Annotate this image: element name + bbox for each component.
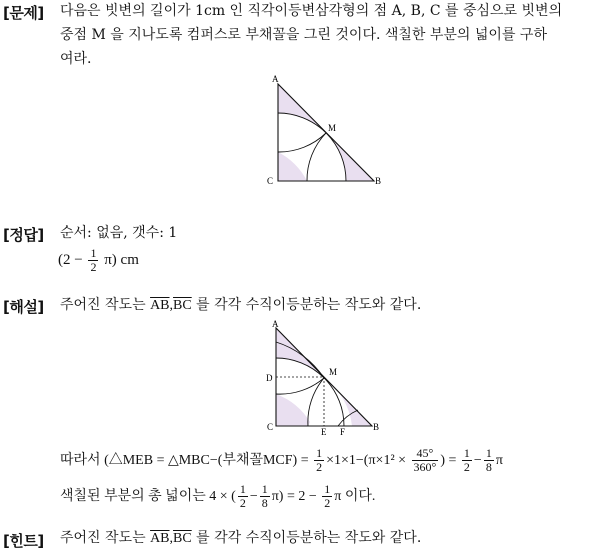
label-a-2: A [272, 319, 279, 329]
hint-line-1: 주어진 작도는 $\overline{AB},\overline{BC}$ 를 각각 수직이등분하는 작도와 같다. [60, 530, 422, 546]
label-a: A [272, 74, 279, 84]
arc-from-b-2 [308, 378, 324, 426]
label-d: D [266, 373, 273, 383]
figure-problem [262, 70, 392, 190]
hint-segment-ab: $\overline{AB}$ [150, 531, 170, 546]
arc-from-a-2 [276, 378, 324, 394]
arc-from-b [307, 133, 326, 181]
label-f: F [340, 427, 346, 437]
label-c: C [267, 176, 274, 186]
answer-expression [58, 245, 139, 275]
label-b: B [375, 176, 382, 186]
explanation-total: 색칠된 부분의 총 넓이는 4 × ( $\frac{1}{2}$ − $\frac{1}{8}$ π) = 2 − $\frac{1}{2}$ π 이다. [60, 482, 376, 511]
segment-ab: $\overline{AB}$ [150, 298, 170, 313]
hint-segment-bc: $\overline{BC}$ [173, 531, 192, 546]
problem-line-3: 여라. [60, 51, 92, 67]
answer-expr-open: (2 − [58, 252, 83, 268]
label-b-2: B [373, 422, 380, 432]
explanation-equation: 따라서 (△MEB = △MBC−(부채꼴MCF) = $\frac{1}{2}$ ×1×1−(π×1² × $\frac{45^\circ}{360^\circ}$ ) = $\frac{1}{2}$ − $\frac{1}{8}$ π [60, 446, 503, 475]
explanation-tag: [해설] [3, 298, 44, 316]
explanation-line-1: 주어진 작도는 $\overline{AB},\overline{BC}$ 를 각각 수직이등분하는 작도와 같다. [60, 297, 422, 313]
arc-from-a [278, 133, 326, 152]
label-c-2: C [267, 422, 274, 432]
label-m: M [328, 123, 337, 133]
problem-line-2: 중점 M 을 지나도록 컴퍼스로 부채꼴을 그린 것이다. 색칠한 부분의 넓이를 구하 [60, 27, 547, 43]
shaded-region-left [278, 152, 307, 181]
segment-bc: $\overline{BC}$ [173, 298, 192, 313]
answer-expr-close: π) cm [104, 252, 139, 268]
shaded-upper-left [276, 342, 324, 378]
answer-line-1: 순서: 없음, 갯수: 1 [60, 225, 178, 241]
answer-fraction: $\frac{1}{2}$ [90, 246, 97, 275]
hint-tag: [힌트] [3, 532, 44, 550]
problem-line-1: 다음은 빗변의 길이가 1cm 인 직각이등변삼각형의 점 A, B, C 를 중심으로 빗변의 [60, 3, 563, 19]
shaded-lower-left [276, 394, 310, 426]
figure-explanation [262, 318, 392, 438]
label-e: E [321, 427, 327, 437]
problem-tag: [문제] [3, 4, 44, 22]
answer-tag: [정답] [3, 226, 44, 244]
label-m-2: M [329, 367, 338, 377]
